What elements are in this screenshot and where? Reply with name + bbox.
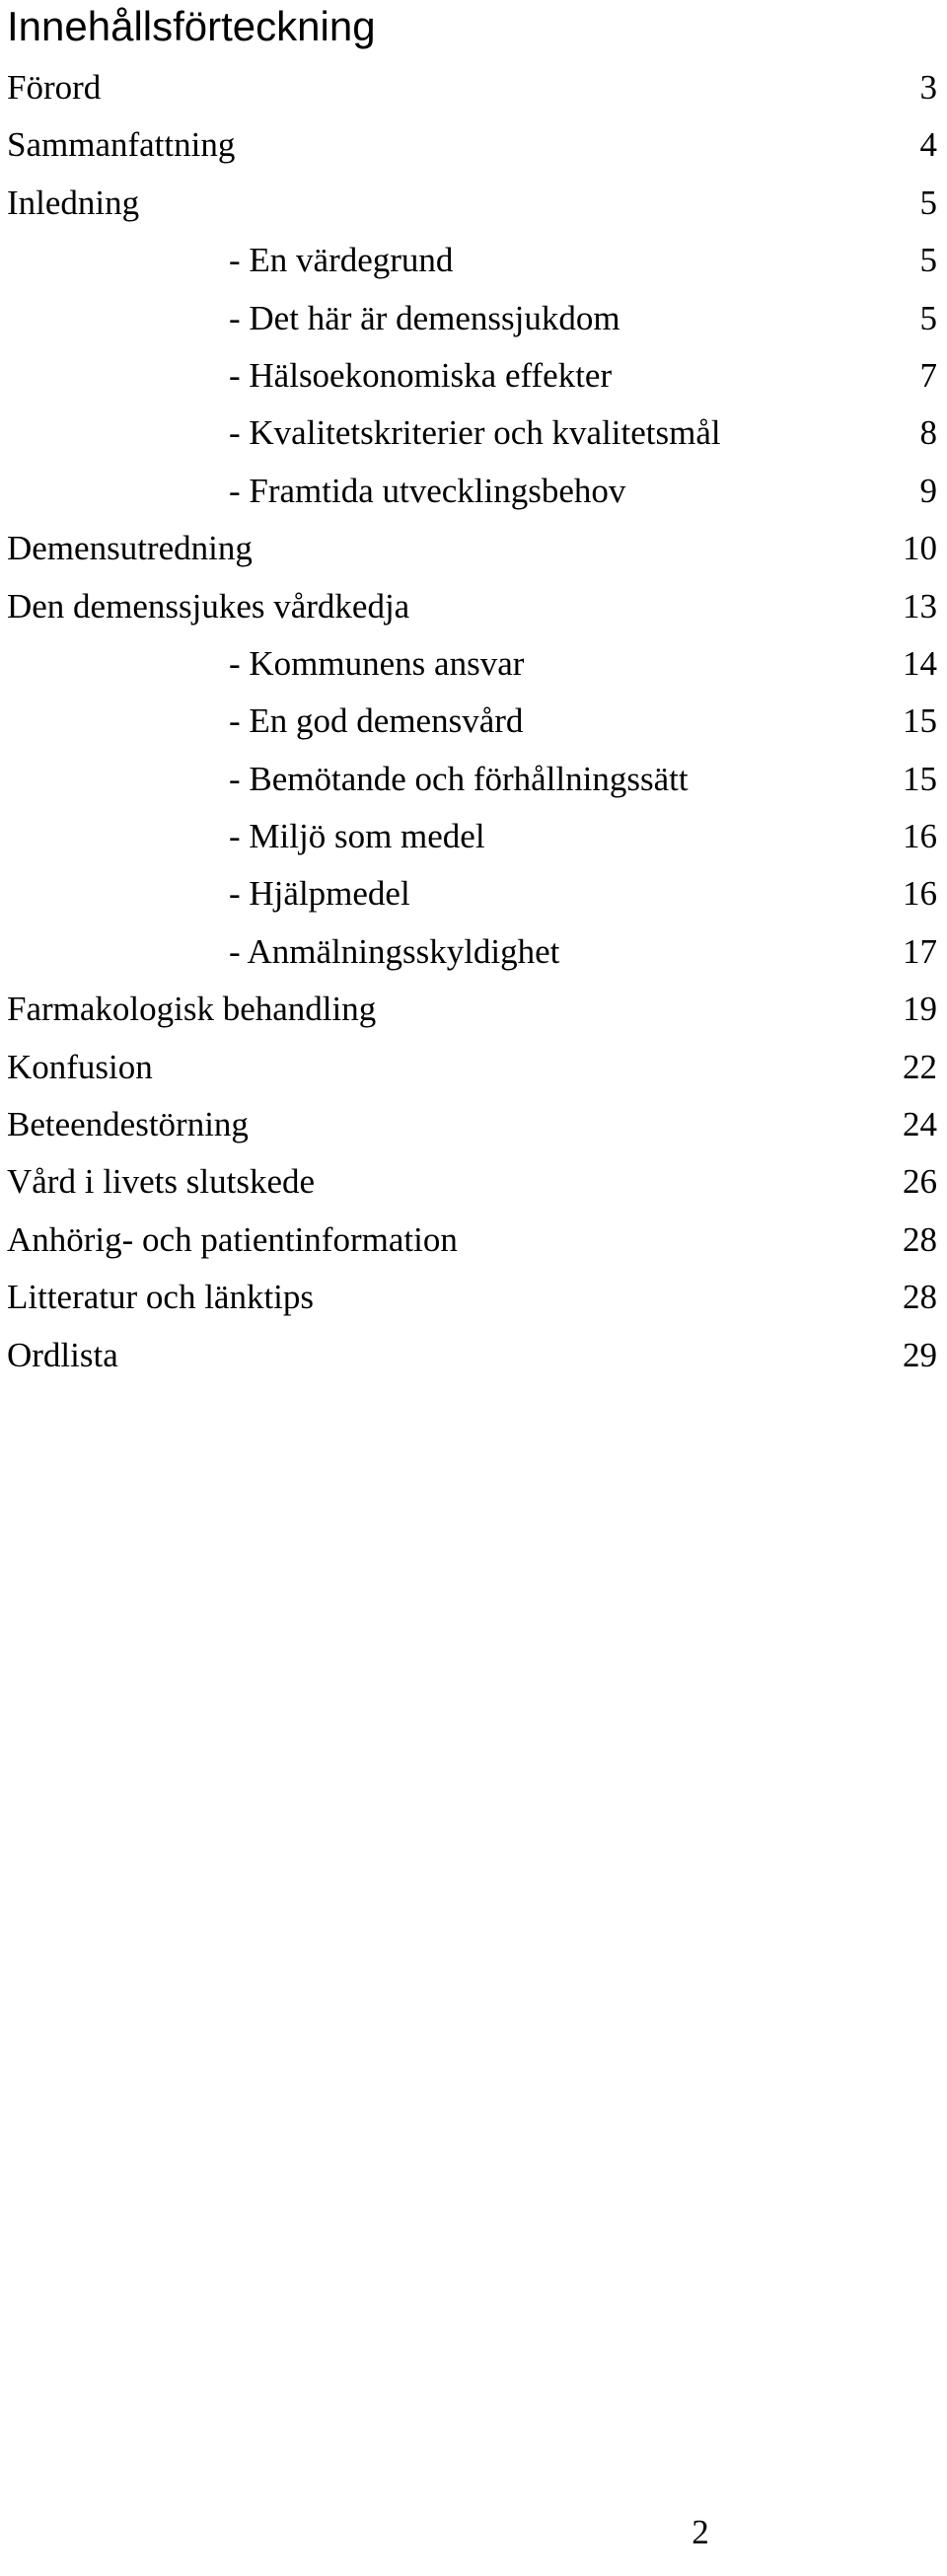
toc-subentry: [0, 923, 947, 981]
toc-entry: [0, 1269, 947, 1326]
toc-entry: [0, 520, 947, 577]
toc-entry-page-number: 16: [903, 817, 937, 856]
toc-entry-label: - Kvalitetskriterier och kvalitetsmål: [229, 413, 721, 453]
toc-entry-page-number: 7: [919, 355, 937, 395]
toc-subentry: [0, 405, 947, 462]
toc-entry: [0, 981, 947, 1038]
toc-entry-page-number: 3: [919, 68, 937, 107]
toc-entry-label: Litteratur och länktips: [7, 1278, 315, 1317]
toc-entry-label: Demensutredning: [7, 529, 253, 568]
toc-entry-label: - Hälsoekonomiska effekter: [229, 355, 613, 395]
toc-entry-label: Anhörig- och patientinformation: [7, 1219, 458, 1259]
toc-entry-page-number: 15: [903, 759, 937, 798]
toc-subentry: [0, 290, 947, 347]
toc-entry-page-number: 28: [903, 1219, 937, 1259]
toc-entry: [0, 1212, 947, 1269]
toc-subentry: [0, 463, 947, 520]
toc-entry-label: - En värdegrund: [229, 241, 454, 280]
toc-entry-label: - Kommunens ansvar: [229, 643, 525, 683]
toc-entry-label: - Framtida utvecklingsbehov: [229, 471, 626, 510]
toc-subentry: [0, 232, 947, 289]
toc-list: [0, 59, 947, 1384]
toc-entry-page-number: 5: [919, 241, 937, 280]
toc-subentry: [0, 808, 947, 865]
toc-subentry: [0, 347, 947, 405]
toc-entry-label: - Bemötande och förhållningssätt: [229, 759, 689, 798]
toc-entry-label: - Hjälpmedel: [229, 874, 410, 914]
toc-entry-label: Vård i livets slutskede: [7, 1162, 316, 1202]
toc-entry-page-number: 28: [903, 1278, 937, 1317]
toc-entry: [0, 1039, 947, 1096]
toc-entry-label: Sammanfattning: [7, 125, 236, 165]
toc-entry-page-number: 17: [903, 931, 937, 971]
toc-entry-page-number: 5: [919, 183, 937, 222]
toc-entry: [0, 578, 947, 635]
toc-entry-page-number: 15: [903, 701, 937, 741]
toc-entry: [0, 1327, 947, 1384]
page-number-footer: [0, 2506, 947, 2559]
toc-subentry: [0, 635, 947, 693]
toc-entry-label: Förord: [7, 68, 102, 107]
toc-entry-page-number: 14: [903, 643, 937, 683]
toc-entry-page-number: 24: [903, 1105, 937, 1144]
toc-entry: [0, 59, 947, 116]
toc-entry-label: - En god demensvård: [229, 701, 524, 741]
toc-entry-page-number: 29: [903, 1335, 937, 1374]
toc-entry: [0, 116, 947, 174]
toc-entry-page-number: 10: [903, 529, 937, 568]
toc-entry-page-number: 26: [903, 1162, 937, 1202]
page-number: 2: [692, 2513, 709, 2551]
toc-subentry: [0, 865, 947, 922]
toc-entry-page-number: 22: [903, 1047, 937, 1086]
toc-entry-label: - Det här är demenssjukdom: [229, 298, 620, 337]
toc-entry-label: Ordlista: [7, 1335, 118, 1374]
toc-entry-page-number: 4: [919, 125, 937, 165]
toc-entry: [0, 1153, 947, 1211]
toc-entry: [0, 1096, 947, 1153]
toc-entry-label: Farmakologisk behandling: [7, 990, 377, 1029]
toc-entry-page-number: 5: [919, 298, 937, 337]
toc-subentry: [0, 693, 947, 750]
toc-entry-label: Beteendestörning: [7, 1105, 249, 1144]
toc-entry-label: Den demenssjukes vårdkedja: [7, 586, 410, 626]
toc-entry-label: - Miljö som medel: [229, 817, 485, 856]
toc-entry-page-number: 16: [903, 874, 937, 914]
toc-heading: Innehållsförteckning: [7, 3, 376, 49]
toc-entry-page-number: 8: [919, 413, 937, 453]
toc-entry: [0, 175, 947, 232]
toc-entry-page-number: 9: [919, 471, 937, 510]
toc-entry-label: Konfusion: [7, 1047, 153, 1086]
toc-subentry: [0, 751, 947, 808]
toc-entry-label: Inledning: [7, 183, 140, 222]
toc-entry-label: - Anmälningsskyldighet: [229, 931, 560, 971]
toc-entry-page-number: 19: [903, 990, 937, 1029]
toc-entry-page-number: 13: [903, 586, 937, 626]
